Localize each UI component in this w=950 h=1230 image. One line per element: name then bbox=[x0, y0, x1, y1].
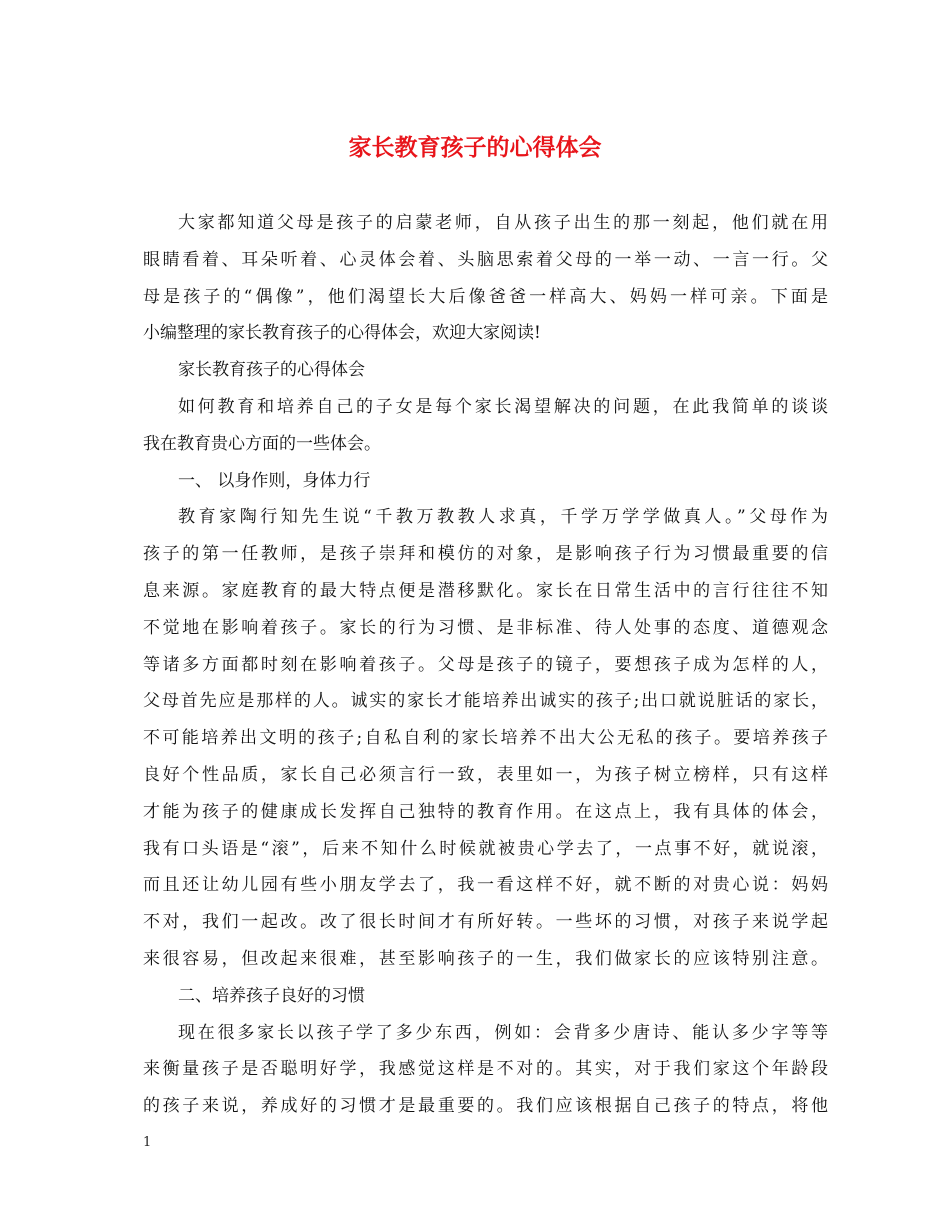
text-line: 来很容易，但改起来很难，甚至影响孩子的一生，我们做家长的应该特别注意。 bbox=[143, 948, 828, 969]
text-line: 的孩子来说，养成好的习惯才是最重要的。我们应该根据自己孩子的特点，将他 bbox=[143, 1096, 828, 1117]
text-line: 息来源。家庭教育的最大特点便是潜移默化。家长在日常生活中的言行往往不知 bbox=[143, 580, 828, 601]
text-line: 而且还让幼儿园有些小朋友学去了，我一看这样不好，就不断的对贵心说：妈妈 bbox=[143, 875, 828, 896]
text-line: 来衡量孩子是否聪明好学，我感觉这样是不对的。其实，对于我们家这个年龄段 bbox=[143, 1059, 828, 1080]
text-line: 我有口头语是“滚”，后来不知什么时候就被贵心学去了，一点事不好，就说滚， bbox=[143, 838, 828, 859]
text-line: 一、 以身作则，身体力行 bbox=[178, 470, 371, 491]
text-line: 如何教育和培养自己的子女是每个家长渴望解决的问题，在此我简单的谈谈 bbox=[178, 396, 828, 417]
text-line: 孩子的第一任教师，是孩子崇拜和模仿的对象，是影响孩子行为习惯最重要的信 bbox=[143, 544, 828, 565]
text-line: 良好个性品质，家长自己必须言行一致，表里如一，为孩子树立榜样，只有这样 bbox=[143, 764, 828, 785]
text-line: 我在教育贵心方面的一些体会。 bbox=[143, 433, 381, 454]
text-line: 大家都知道父母是孩子的启蒙老师，自从孩子出生的那一刻起，他们就在用 bbox=[178, 213, 828, 233]
page-number: 1 bbox=[143, 1135, 152, 1150]
text-line: 教育家陶行知先生说“千教万教教人求真，千学万学学做真人。”父母作为 bbox=[178, 507, 828, 528]
document-body bbox=[143, 205, 828, 1125]
text-line: 眼睛看着、耳朵听着、心灵体会着、头脑思索着父母的一举一动、一言一行。父 bbox=[143, 249, 828, 270]
text-line: 不对，我们一起改。改了很长时间才有所好转。一些坏的习惯，对孩子来说学起 bbox=[143, 912, 828, 933]
text-line: 父母首先应是那样的人。诚实的家长才能培养出诚实的孩子;出口就说脏话的家长， bbox=[143, 691, 828, 712]
text-line: 母是孩子的“偶像”，他们渴望长大后像爸爸一样高大、妈妈一样可亲。下面是 bbox=[143, 286, 828, 307]
text-line: 二、培养孩子良好的习惯 bbox=[178, 985, 365, 1006]
text-line: 小编整理的家长教育孩子的心得体会，欢迎大家阅读! bbox=[143, 323, 541, 344]
text-line: 等诸多方面都时刻在影响着孩子。父母是孩子的镜子，要想孩子成为怎样的人， bbox=[143, 654, 828, 675]
text-line: 不可能培养出文明的孩子;自私自利的家长培养不出大公无私的孩子。要培养孩子 bbox=[143, 728, 828, 749]
page-title: 家长教育孩子的心得体会 bbox=[348, 134, 602, 161]
text-line: 不觉地在影响着孩子。家长的行为习惯、是非标准、待人处事的态度、道德观念 bbox=[143, 617, 828, 638]
text-line: 现在很多家长以孩子学了多少东西，例如：会背多少唐诗、能认多少字等等 bbox=[178, 1022, 828, 1043]
text-line: 家长教育孩子的心得体会 bbox=[178, 360, 365, 381]
text-line: 才能为孩子的健康成长发挥自己独特的教育作用。在这点上，我有具体的体会， bbox=[143, 801, 828, 822]
